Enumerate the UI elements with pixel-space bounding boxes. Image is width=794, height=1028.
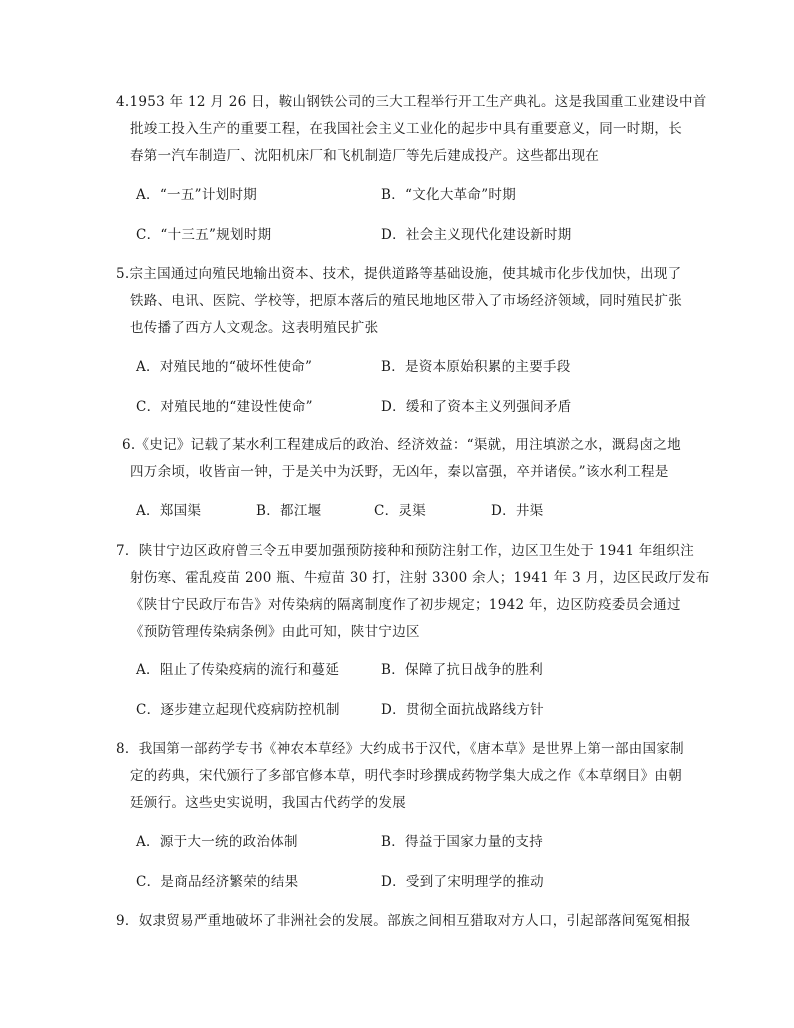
question-5-line-2: 铁路、电讯、医院、学校等，把原本落后的殖民地地区带入了市场经济领域，同时殖民扩张 (130, 293, 682, 309)
question-5-option-b: B．是资本原始积累的主要手段 (381, 359, 571, 375)
question-7-option-a: A．阻止了传染疫病的流行和蔓延 (136, 662, 340, 678)
question-6-option-d: D．井渠 (491, 503, 544, 519)
question-5-option-c: C．对殖民地的“建设性使命” (136, 399, 313, 415)
question-7-option-b: B．保障了抗日战争的胜利 (381, 662, 544, 678)
question-8-line-3: 廷颁行。这些史实说明，我国古代药学的发展 (130, 795, 406, 811)
question-5-option-d: D．缓和了资本主义列强间矛盾 (381, 399, 572, 415)
question-7-option-d: D．贯彻全面抗战路线方针 (381, 702, 544, 718)
question-8-option-b: B．得益于国家力量的支持 (381, 834, 544, 850)
question-7-option-c: C．逐步建立起现代疫病防控机制 (136, 702, 340, 718)
question-8-option-d: D．受到了宋明理学的推动 (381, 874, 544, 890)
question-6-option-b: B．都江堰 (256, 503, 322, 519)
question-4-option-d: D．社会主义现代化建设新时期 (381, 227, 572, 243)
question-4-option-b: B．“文化大革命”时期 (381, 187, 517, 203)
question-8-option-c: C．是商品经济繁荣的结果 (136, 874, 299, 890)
question-4-line-2: 批竣工投入生产的重要工程，在我国社会主义工业化的起步中具有重要意义，同一时期，长 (130, 121, 682, 137)
question-9-line-1: 9．奴隶贸易严重地破坏了非洲社会的发展。部族之间相互猎取对方人口，引起部落间冤冤相报 (116, 913, 691, 929)
question-6-option-c: C．灵渠 (374, 503, 427, 519)
question-4-line-3: 春第一汽车制造厂、沈阳机床厂和飞机制造厂等先后建成投产。这些都出现在 (130, 148, 600, 164)
question-6-line-2: 四万余顷，收皆亩一钟，于是关中为沃野，无凶年，秦以富强，卒并诸侯。”该水利工程是 (130, 464, 669, 480)
question-7-line-3: 《陕甘宁民政厅布告》对传染病的隔离制度作了初步规定；1942 年，边区防疫委员会通过 (130, 597, 681, 613)
question-6-option-a: A．郑国渠 (136, 503, 202, 519)
question-8-line-1: 8．我国第一部药学专书《神农本草经》大约成书于汉代，《唐本草》是世界上第一部由国家制 (116, 741, 684, 757)
question-5-line-3: 也传播了西方人文观念。这表明殖民扩张 (130, 320, 379, 336)
question-7-line-4: 《预防管理传染病条例》由此可知，陕甘宁边区 (130, 624, 420, 640)
question-7-line-1: 7．陕甘宁边区政府曾三令五申要加强预防接种和预防注射工作，边区卫生处于 1941 年组织注 (116, 543, 695, 559)
question-7-line-2: 射伤寒、霍乱疫苗 200 瓶、牛痘苗 30 打，注射 3300 余人；1941 年 3 月，边区民政厅发布 (130, 570, 710, 586)
question-8-option-a: A．源于大一统的政治体制 (136, 834, 298, 850)
question-6-line-1: 6.《史记》记载了某水利工程建成后的政治、经济效益：“渠就，用注填淤之水，溉舄卤之地 (122, 437, 681, 453)
question-5-line-1: 5.宗主国通过向殖民地输出资本、技术，提供道路等基础设施，使其城市化步伐加快，出现了 (116, 266, 682, 282)
question-8-line-2: 定的药典，宋代颁行了多部官修本草，明代李时珍撰成药物学集大成之作《本草纲目》由朝 (130, 768, 682, 784)
question-4-option-a: A．“一五”计划时期 (136, 187, 258, 203)
question-4-line-1: 4.1953 年 12 月 26 日，鞍山钢铁公司的三大工程举行开工生产典礼。这是我国重工业建设中首 (116, 94, 707, 110)
question-5-option-a: A．对殖民地的“破坏性使命” (136, 359, 313, 375)
question-4-option-c: C．“十三五”规划时期 (136, 227, 272, 243)
